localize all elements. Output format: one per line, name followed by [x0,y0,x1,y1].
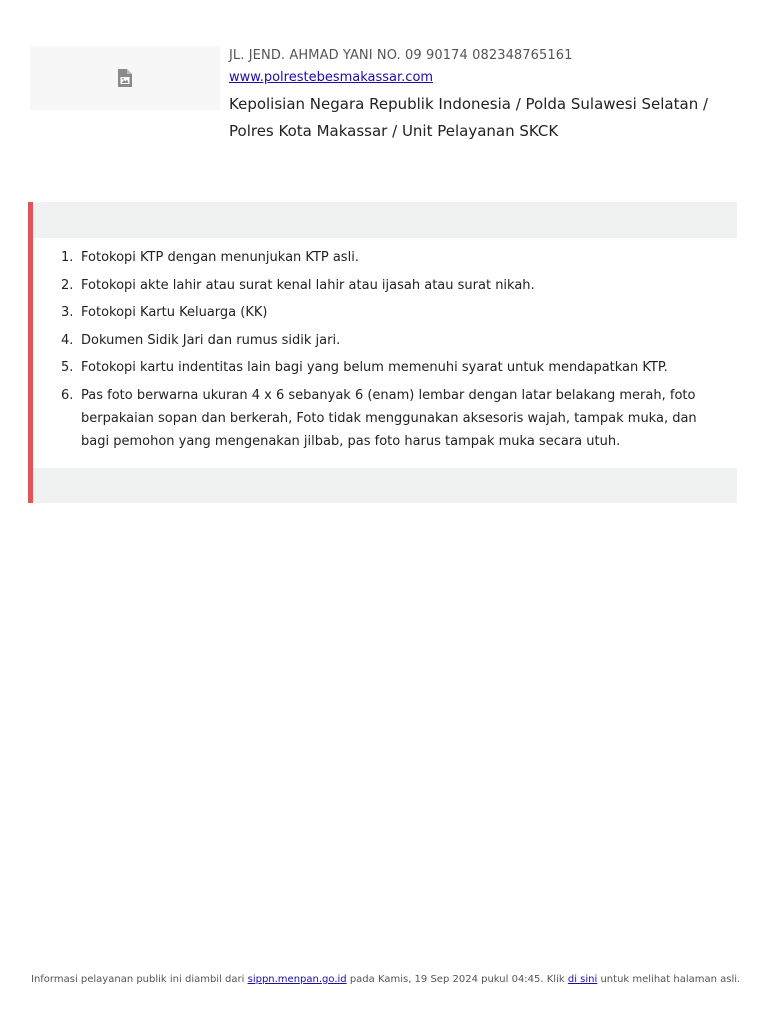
header-info [229,46,729,145]
office-address: JL. JEND. AHMAD YANI NO. 09 90174 082348765161 [229,48,573,63]
requirements-list [61,246,711,457]
list-item-number: 6. [61,387,74,403]
image-file-icon [117,68,133,88]
list-item [61,274,711,297]
org-line-1: Kepolisian Negara Republik Indonesia / Polda Sulawesi Selatan / [229,95,709,113]
list-item-text: Fotokopi Kartu Keluarga (KK) [81,305,268,320]
list-item-text: Fotokopi KTP dengan menunjukan KTP asli. [81,250,359,265]
footer-prefix: Informasi pelayanan publik ini diambil dari [31,974,245,985]
list-item-number: 1. [61,250,74,265]
website-link[interactable]: www.polrestebesmakassar.com [229,70,434,85]
source-footer [31,972,741,988]
list-item-number: 4. [61,332,74,348]
list-item [61,329,711,352]
list-item-text: Dokumen Sidik Jari dan rumus sidik jari. [81,332,341,348]
list-item [61,246,711,269]
footer-suffix: untuk melihat halaman asli. [600,974,741,985]
list-item-number: 5. [61,360,74,375]
footer-middle: pada Kamis, 19 Sep 2024 pukul 04:45. Klik [349,974,565,985]
requirements-panel-footer [33,468,737,503]
list-item-number: 3. [61,305,74,320]
requirements-panel [28,202,737,503]
original-page-link[interactable]: di sini [567,974,598,985]
list-item-text: Fotokopi kartu indentitas lain bagi yang belum memenuhi syarat untuk mendapatkan KTP. [81,360,668,375]
list-item-number: 2. [61,277,74,293]
requirements-panel-header [33,202,737,238]
list-item-text: Fotokopi akte lahir atau surat kenal lahir atau ijasah atau surat nikah. [81,277,535,293]
logo-placeholder [30,46,220,110]
organization-breadcrumb [229,91,729,145]
source-link[interactable]: sippn.menpan.go.id [247,974,347,985]
list-item [61,384,711,453]
list-item-text: Pas foto berwarna ukuran 4 x 6 sebanyak 6 (enam) lembar dengan latar belakang merah, foto berpakaian sopan dan berkerah, Foto tidak menggunakan aksesoris wajah, tampak muka, dan bagi pemohon yang mengenakan jilbab, pas foto harus tampak muka secara utuh. [81,387,697,449]
list-item [61,356,711,379]
list-item [61,301,711,324]
org-line-2: Polres Kota Makassar / Unit Pelayanan SKCK [229,122,559,140]
